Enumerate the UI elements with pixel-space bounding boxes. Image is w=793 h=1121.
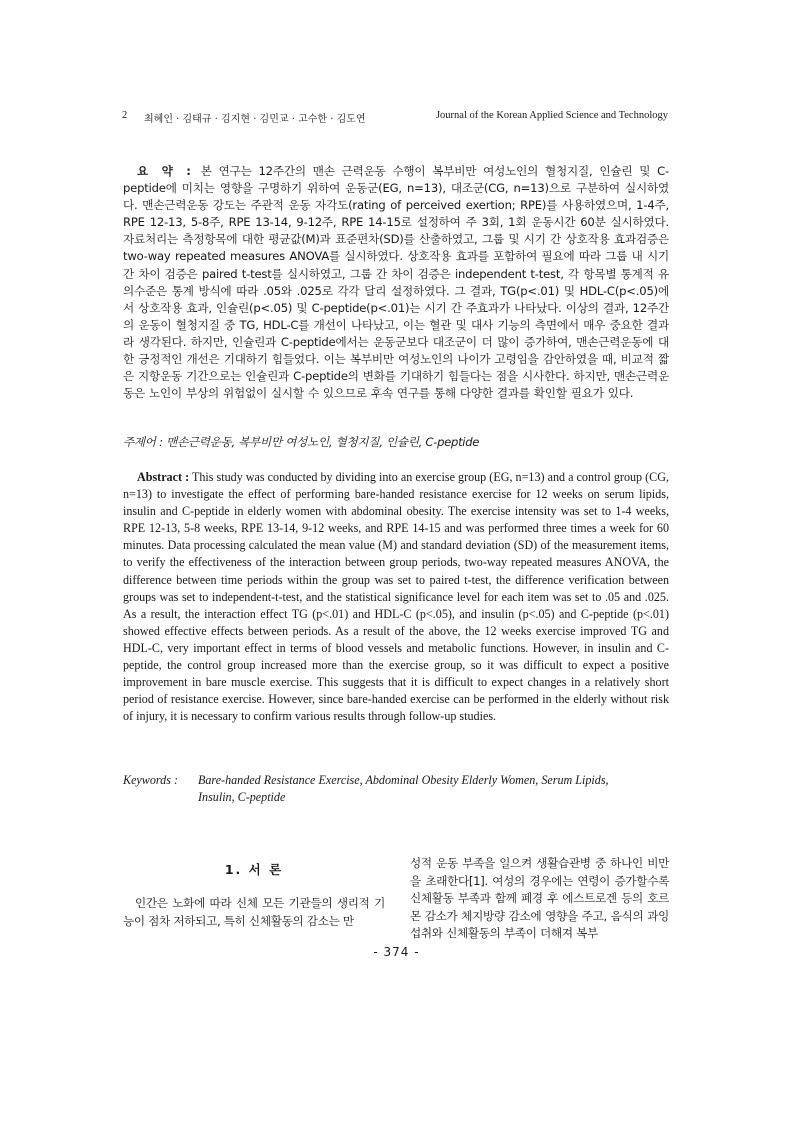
author-list: 최혜인 · 김태규 · 김지현 · 김민교 · 고수한 · 김도연 xyxy=(144,114,366,125)
english-keywords-line1: Bare-handed Resistance Exercise, Abdominal Obesity Elderly Women, Serum Lipids, xyxy=(198,773,609,787)
english-keywords-label: Keywords : xyxy=(123,773,178,787)
english-abstract xyxy=(123,469,669,725)
english-keywords-line2: Insulin, C-peptide xyxy=(198,790,286,804)
korean-keywords: 주제어 : 맨손근력운동, 복부비만 여성노인, 혈청지질, 인슐린, C-peptide xyxy=(123,435,480,449)
korean-abstract-label: 요 약 : xyxy=(137,164,194,178)
intro-left-column xyxy=(123,895,385,930)
running-header xyxy=(122,110,668,130)
english-keywords xyxy=(123,772,669,806)
english-abstract-text: This study was conducted by dividing into an exercise group (EG, n=13) and a control group (CG, n=13) to investigate the effect of performing bare-handed resistance exercise for 12 weeks on serum lipids, insulin and C-peptide in elderly women with abdominal obesity. The exercise intensity was set to 1-4 weeks, RPE 12-13, 5-8 weeks, RPE 13-14, 9-12 weeks, and RPE 14-15 and was performed three times a week for 60 minutes. Data processing calculated the mean value (M) and standard deviation (SD) of the measurement items, to verify the effectiveness of the interaction between group periods, two-way repeated measures ANOVA, the difference between time periods within the group was set to paired t-test, the difference verification between groups was set to independent-t-test, and the statistical significance level for each item was set to .05 and .025. As a result, the interaction effect TG (p<.01) and HDL-C (p<.05), and insulin (p<.05) and C-peptide (p<.01) showed effective effects between periods. As a result of the above, the 12 weeks exercise improved TG and HDL-C, very important effect in terms of blood vessels and metabolic functions. However, in insulin and C-peptide, the control group increased more than the exercise group, so it was difficult to expect a positive improvement in bare muscle exercise. This suggests that it is difficult to expect changes in a relatively short period of resistance exercise. However, since bare-handed exercise can be performed in the elderly without risk of injury, it is necessary to confirm various results through follow-up studies. xyxy=(123,470,669,724)
page-footer: - 374 - xyxy=(373,945,420,959)
korean-abstract-text: 본 연구는 12주간의 맨손 근력운동 수행이 복부비만 여성노인의 혈청지질, 인슐린 및 C-peptide에 미치는 영향을 구명하기 위하여 운동군(EG, n=13), 대조군(CG, n=13)으로 구분하여 실시하였다. 맨손근력운동 강도는 주관적 운동 자각도(rating of perceived exertion; RPE)를 사용하였으며, 1-4주, RPE 12-13, 5-8주, RPE 13-14, 9-12주, RPE 14-15로 설정하여 주 3회, 1회 운동시간 60분 실시하였다. 자료처리는 측정항목에 대한 평균값(M)과 표준편차(SD)를 산출하였고, 그룹 및 시기 간 상호작용 효과검증은 two-way repeated measures ANOVA를 실시하였다. 상호작용 효과를 포함하여 필요에 따라 그룹 내 시기 간 차이 검증은 paired t-test를 실시하였고, 그룹 간 차이 검증은 independent t-test, 각 항목별 통계적 유의수준은 통계 방식에 따라 .05와 .025로 각각 달리 설정하였다. 그 결과, TG(p<.01) 및 HDL-C(p<.05)에서 상호작용 효과, 인슐린(p<.05) 및 C-peptide(p<.01)는 시기 간 주효과가 나타났다. 이상의 결과, 12주간의 운동이 혈청지질 중 TG, HDL-C를 개선이 나타났고, 이는 혈관 및 대사 기능의 측면에서 매우 중요한 결과라 생각된다. 하지만, 인슐린과 C-peptide에서는 운동군보다 대조군이 더 많이 증가하여, 맨손근력운동에 대한 긍정적인 개선은 기대하기 힘들었다. 이는 복부비만 여성노인의 나이가 고령임을 감안하였을 때, 비교적 짧은 지항운동 기간으로는 인슐린과 C-peptide의 변화를 기대하기 힘들다는 점을 시사한다. 하지만, 맨손근력운동은 노인이 부상의 위험없이 실시할 수 있으므로 후속 연구를 통해 다양한 결과를 확인할 필요가 있다. xyxy=(123,164,669,401)
korean-abstract xyxy=(123,163,669,402)
journal-name: Journal of the Korean Applied Science and Technology xyxy=(435,110,668,121)
page-number: 2 xyxy=(122,110,128,121)
intro-right-column: 성적 운동 부족을 일으켜 생활습관병 중 하나인 비만을 초래한다[1]. 여성의 경우에는 연령이 증가할수록 신체활동 부족과 함께 폐경 후 에스트로겐 등의 호르몬 감소가 체지방량 감소에 영향을 주고, 음식의 과잉섭취와 신체활동의 부족이 더해져 복부 xyxy=(410,856,669,941)
english-abstract-label: Abstract : xyxy=(137,470,190,484)
section-title: 1. 서 론 xyxy=(224,862,284,877)
intro-left-text: 인간은 노화에 따라 신체 모든 기관들의 생리적 기능이 점차 저하되고, 특히 신체활동의 감소는 만 xyxy=(123,896,385,928)
